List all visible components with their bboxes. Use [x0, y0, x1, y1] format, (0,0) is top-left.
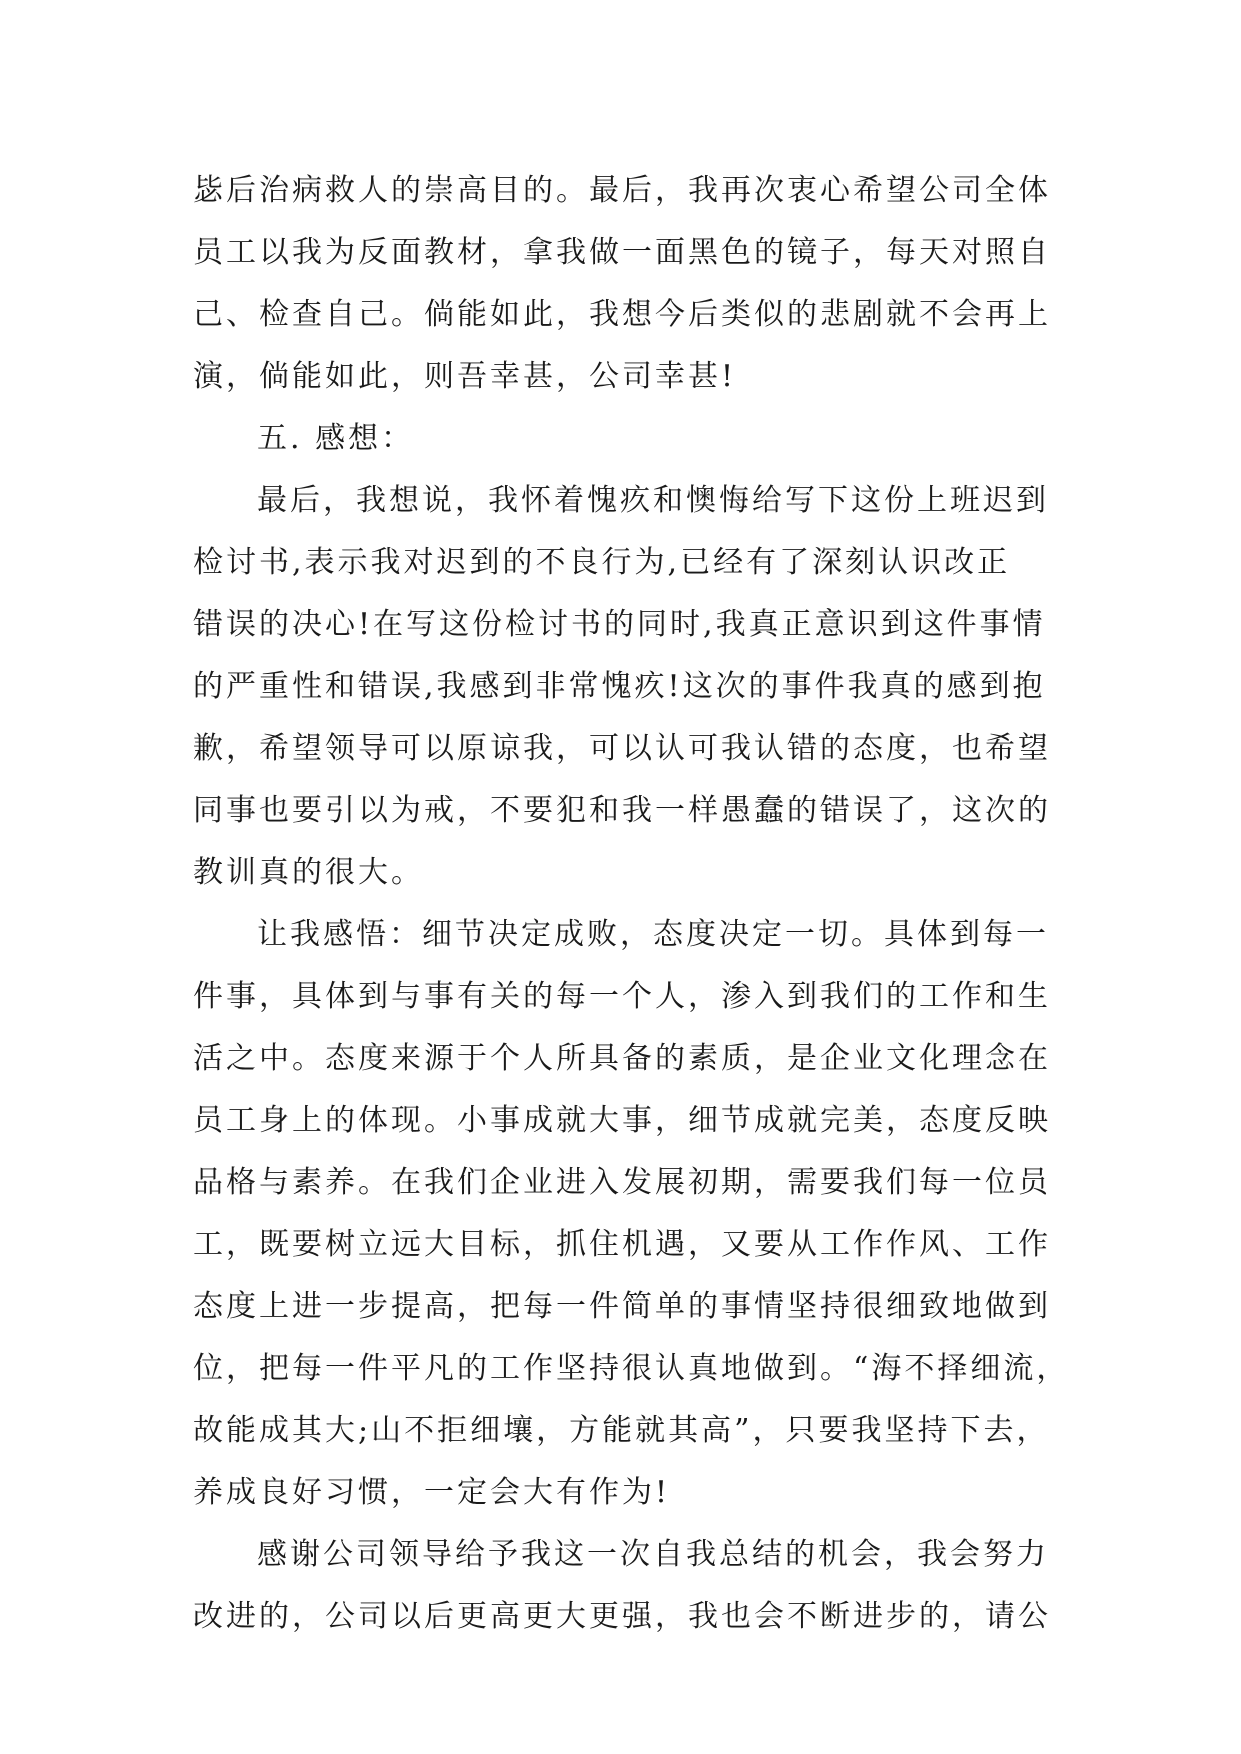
text-line: 故能成其大;山不拒细壤，方能就其高”，只要我坚持下去， [193, 1413, 1050, 1448]
text-line: 感谢公司领导给予我这一次自我总结的机会，我会努力 [257, 1537, 1049, 1572]
text-line: 歉，希望领导可以原谅我，可以认可我认错的态度，也希望 [193, 731, 1051, 766]
text-line: 养成良好习惯，一定会大有作为! [193, 1475, 671, 1510]
text-line: 毖后治病救人的崇高目的。最后，我再次衷心希望公司全体 [193, 173, 1051, 208]
text-line: 错误的决心!在写这份检讨书的同时,我真正意识到这件事情 [193, 607, 1046, 642]
text-line: 员工以我为反面教材，拿我做一面黑色的镜子，每天对照自 [193, 235, 1051, 270]
text-line: 品格与素养。在我们企业进入发展初期，需要我们每一位员 [193, 1165, 1051, 1200]
text-line: 检讨书,表示我对迟到的不良行为,已经有了深刻认识改正 [193, 545, 1011, 580]
text-line: 的严重性和错误,我感到非常愧疚!这次的事件我真的感到抱 [193, 669, 1046, 704]
text-line: 工，既要树立远大目标，抓住机遇，又要从工作作风、工作 [193, 1227, 1051, 1262]
text-line: 演，倘能如此，则吾幸甚，公司幸甚! [193, 359, 737, 394]
text-line: 让我感悟：细节决定成败，态度决定一切。具体到每一 [257, 917, 1049, 952]
text-line: 态度上进一步提高，把每一件简单的事情坚持很细致地做到 [193, 1289, 1051, 1324]
text-line: 改进的，公司以后更高更大更强，我也会不断进步的，请公 [193, 1599, 1051, 1634]
text-line: 件事，具体到与事有关的每一个人，渗入到我们的工作和生 [193, 979, 1051, 1014]
text-line: 员工身上的体现。小事成就大事，细节成就完美，态度反映 [193, 1103, 1051, 1138]
section-heading: 五. 感想： [257, 421, 415, 456]
text-line: 己、检查自己。倘能如此，我想今后类似的悲剧就不会再上 [193, 297, 1051, 332]
text-line: 位，把每一件平凡的工作坚持很认真地做到。“海不择细流， [193, 1351, 1070, 1386]
text-line: 教训真的很大。 [193, 855, 424, 890]
document-body [193, 160, 1070, 1648]
text-line: 同事也要引以为戒，不要犯和我一样愚蠢的错误了，这次的 [193, 793, 1051, 828]
text-line: 活之中。态度来源于个人所具备的素质，是企业文化理念在 [193, 1041, 1051, 1076]
text-line: 最后，我想说，我怀着愧疚和懊悔给写下这份上班迟到 [257, 483, 1049, 518]
